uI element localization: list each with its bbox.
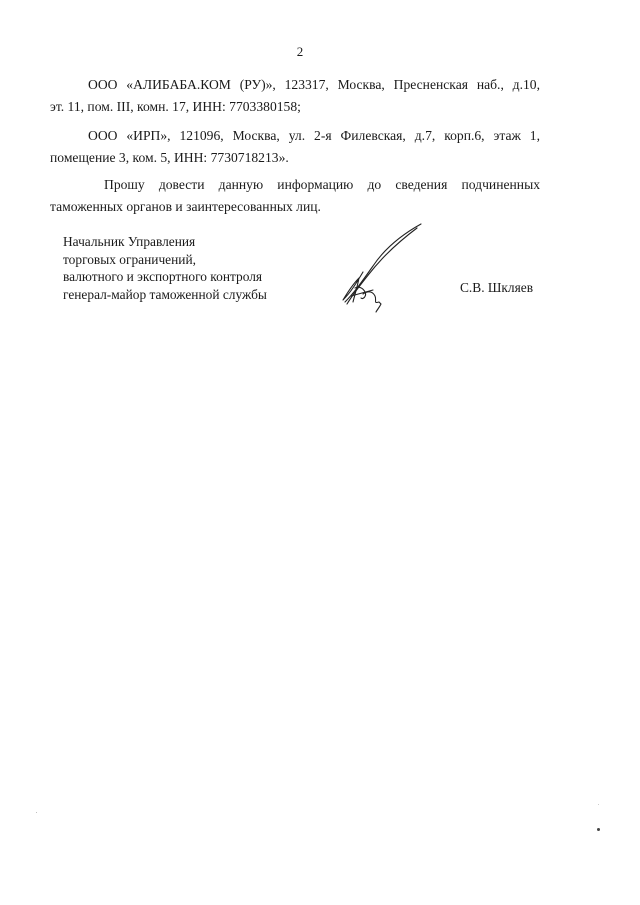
signer-title-line: генерал-майор таможенной службы (63, 286, 267, 302)
signer-name: С.В. Шкляев (460, 280, 534, 295)
scan-speck (597, 828, 600, 831)
scan-speck (36, 812, 37, 813)
signer-title-line: валютного и экспортного контроля (63, 269, 263, 284)
handwritten-signature (333, 218, 429, 314)
signer-title (63, 233, 267, 303)
signer-title-line: торговых ограничений, (63, 251, 196, 267)
paragraph-line: ООО «АЛИБАБА.КОМ (РУ)», 123317, Москва, Пресненская наб., д.10, (88, 77, 540, 92)
scan-speck (598, 804, 599, 805)
page-number: 2 (296, 44, 304, 59)
paragraph-alibaba (50, 74, 540, 118)
paragraph-irp (50, 125, 540, 169)
paragraph-line: Прошу довести данную информацию до сведения подчиненных (104, 177, 540, 192)
paragraph-line: эт. 11, пом. III, комн. 17, ИНН: 7703380158; (50, 99, 301, 114)
paragraph-request (50, 174, 540, 218)
paragraph-line: таможенных органов и заинтересованных лиц. (50, 199, 321, 214)
paragraph-line: ООО «ИРП», 121096, Москва, ул. 2-я Филевская, д.7, корп.6, этаж 1, (88, 128, 540, 143)
signer-title-line: Начальник Управления (63, 234, 196, 249)
paragraph-line: помещение 3, ком. 5, ИНН: 7730718213». (50, 150, 289, 165)
